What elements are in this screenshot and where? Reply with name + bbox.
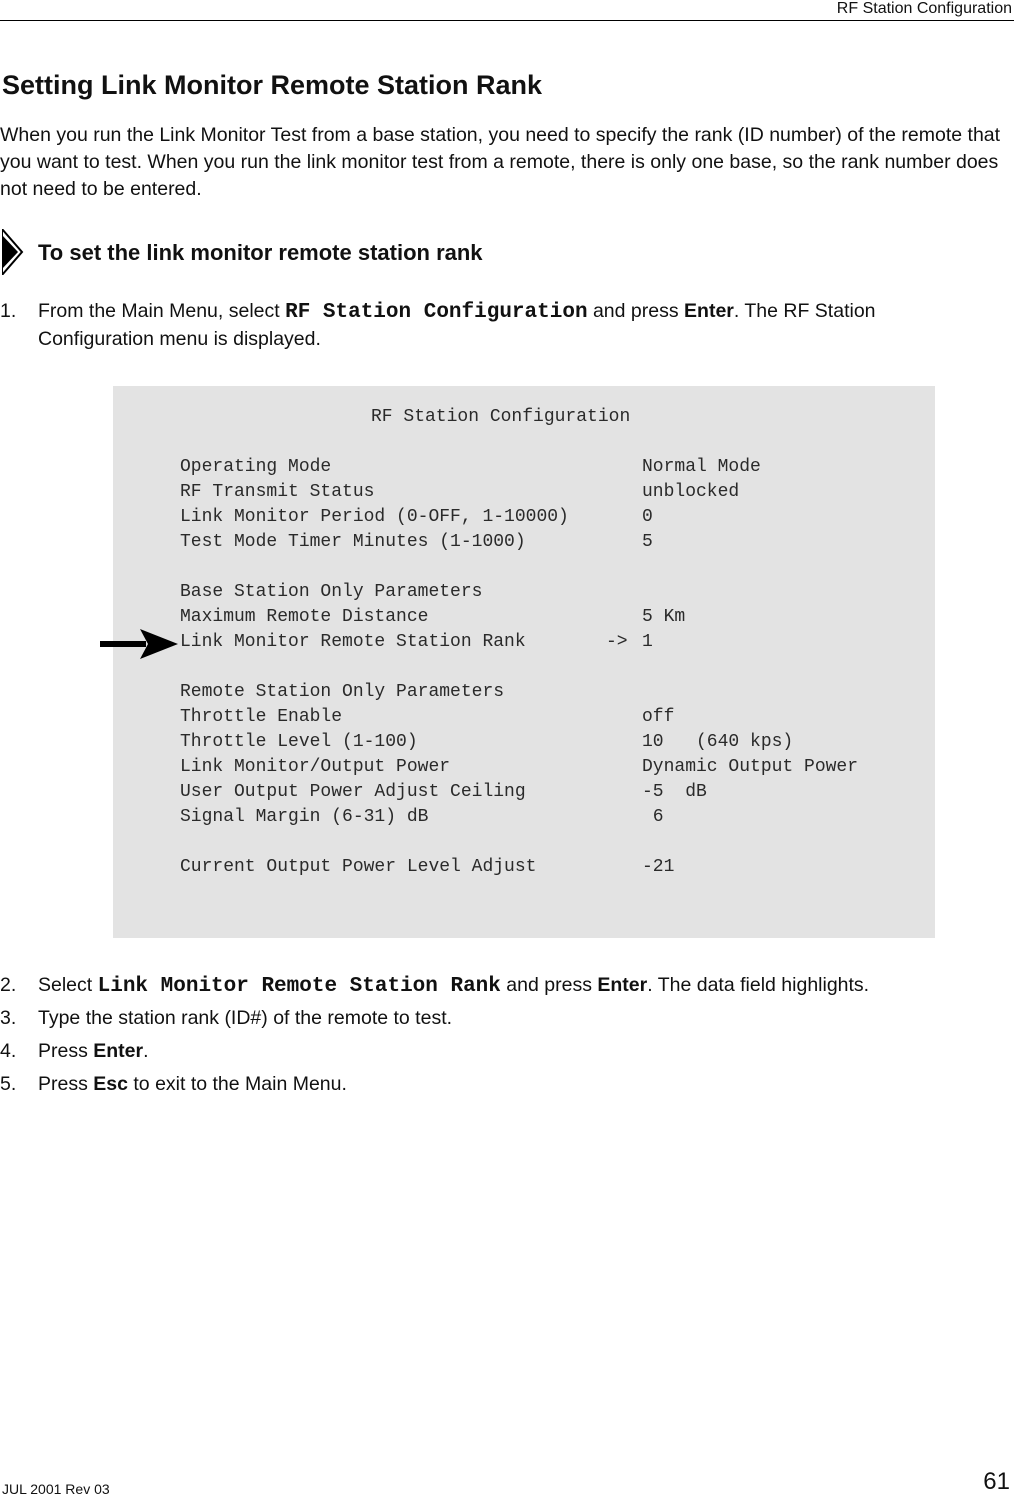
key-name: Enter [93, 1040, 144, 1062]
row-value: Normal Mode [642, 457, 761, 477]
row-value: 0 [642, 507, 653, 527]
row-value: 5 [642, 532, 653, 552]
header-rule [0, 20, 1014, 21]
step-text-pre: Press [38, 1040, 94, 1062]
row-value: -5 dB [642, 782, 707, 802]
section-heading-remote: Remote Station Only Parameters [180, 682, 505, 702]
row-value: 10 (640 kps) [642, 732, 794, 752]
key-name: Enter [597, 974, 648, 996]
footer-revision: JUL 2001 Rev 03 [2, 1481, 110, 1497]
step-text [38, 1038, 988, 1065]
row-value: 5 Km [642, 607, 686, 627]
step-text-mid: and press [500, 974, 598, 996]
step-text-pre: Select [38, 974, 98, 996]
row-label: Test Mode Timer Minutes (1-1000) [180, 532, 526, 552]
procedure-title: To set the link monitor remote station rank [38, 240, 483, 265]
row-label: Throttle Level (1-100) [180, 732, 418, 752]
row-label: Signal Margin (6-31) dB [180, 807, 429, 827]
running-header: RF Station Configuration [836, 0, 1012, 17]
row-label: Current Output Power Level Adjust [180, 857, 537, 877]
row-label: User Output Power Adjust Ceiling [180, 782, 526, 802]
row-label: Throttle Enable [180, 707, 343, 727]
row-value: unblocked [642, 482, 740, 502]
key-name: Enter [684, 300, 734, 322]
row-value: 1 [642, 632, 653, 652]
step-text-post: . The RF Station Configuration menu is displayed. [38, 300, 876, 350]
step-number: 3. [0, 1007, 17, 1029]
step-text-post: . The data field highlights. [647, 974, 870, 996]
step-number: 2. [0, 974, 17, 996]
step-text [38, 298, 988, 353]
menu-command: RF Station Configuration [285, 301, 588, 324]
row-value: off [642, 707, 675, 727]
step-text [38, 1071, 988, 1098]
procedure-arrow-icon [2, 229, 24, 280]
step-text [38, 972, 988, 1000]
page-number: 61 [983, 1468, 1010, 1495]
pointer-arrow-icon [100, 629, 180, 664]
selection-marker: -> [606, 632, 628, 652]
step-text-mid: and press [587, 300, 685, 322]
row-value: Dynamic Output Power [642, 757, 859, 777]
step-text-post: to exit to the Main Menu. [127, 1073, 347, 1095]
section-title: Setting Link Monitor Remote Station Rank [2, 70, 543, 100]
section-heading-base: Base Station Only Parameters [180, 582, 483, 602]
terminal-screen [113, 386, 935, 938]
step-text: Type the station rank (ID#) of the remote to test. [38, 1007, 453, 1029]
row-label: Maximum Remote Distance [180, 607, 429, 627]
step-number: 5. [0, 1073, 17, 1095]
step-number: 1. [0, 300, 17, 322]
row-label: Link Monitor/Output Power [180, 757, 451, 777]
menu-command: Link Monitor Remote Station Rank [97, 975, 501, 998]
row-value: 6 [642, 807, 664, 827]
row-value: -21 [642, 857, 675, 877]
intro-paragraph: When you run the Link Monitor Test from a base station, you need to specify the rank (ID number) of the remote that you want to test. When you run the link monitor test from a remote, there is only one base, so the rank number does not need to be entered. [0, 124, 1001, 200]
key-name: Esc [93, 1073, 128, 1095]
step-text-pre: From the Main Menu, select [38, 300, 286, 322]
step-text-pre: Press [38, 1073, 94, 1095]
row-label: Operating Mode [180, 457, 332, 477]
row-label: RF Transmit Status [180, 482, 375, 502]
row-label: Link Monitor Period (0-OFF, 1-10000) [180, 507, 569, 527]
row-label: Link Monitor Remote Station Rank [180, 632, 526, 652]
step-text-post: . [143, 1040, 149, 1062]
terminal-title: RF Station Configuration [371, 407, 631, 427]
step-number: 4. [0, 1040, 17, 1062]
